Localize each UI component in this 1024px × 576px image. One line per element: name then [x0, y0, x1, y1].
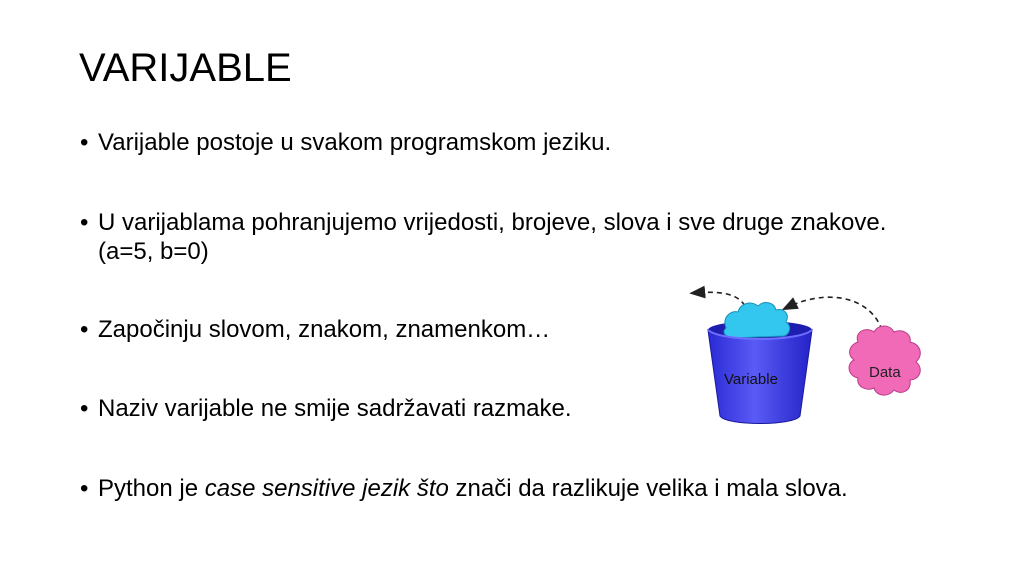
bucket-label: Variable — [724, 371, 778, 388]
outside-data-label: Data — [869, 364, 901, 381]
bullet-text: Varijable postoje u svakom programskom jeziku. — [98, 129, 612, 156]
bullet-item — [80, 128, 898, 157]
bullet-marker: • — [80, 129, 89, 156]
outside-data-blob — [849, 326, 920, 395]
bullet-item — [80, 315, 698, 344]
bullet-text: U varijablama pohranjujemo vrijedosti, brojeve, slova i sve druge znakove. (a=5, b=0) — [98, 209, 887, 265]
bullet-marker: • — [80, 475, 89, 502]
bullet-text-suffix: znači da razlikuje velika i mala slova. — [448, 475, 848, 502]
bullet-text-prefix: Python je — [98, 475, 205, 502]
bullet-marker: • — [80, 209, 89, 236]
inside-data-blob — [724, 303, 790, 338]
bullet-item — [80, 394, 698, 423]
bullet-text: Započinju slovom, znakom, znamenkom… — [98, 316, 551, 343]
slide-title: VARIJABLE — [79, 46, 292, 90]
bullet-marker: • — [80, 316, 89, 343]
variable-bucket-illustration — [686, 284, 936, 429]
bullet-item — [80, 208, 898, 266]
bullet-text: Naziv varijable ne smije sadržavati razmake. — [98, 395, 572, 422]
bullet-text-emphasis: case sensitive jezik što — [204, 475, 449, 502]
bullet-item — [80, 474, 958, 503]
bullet-marker: • — [80, 395, 89, 422]
